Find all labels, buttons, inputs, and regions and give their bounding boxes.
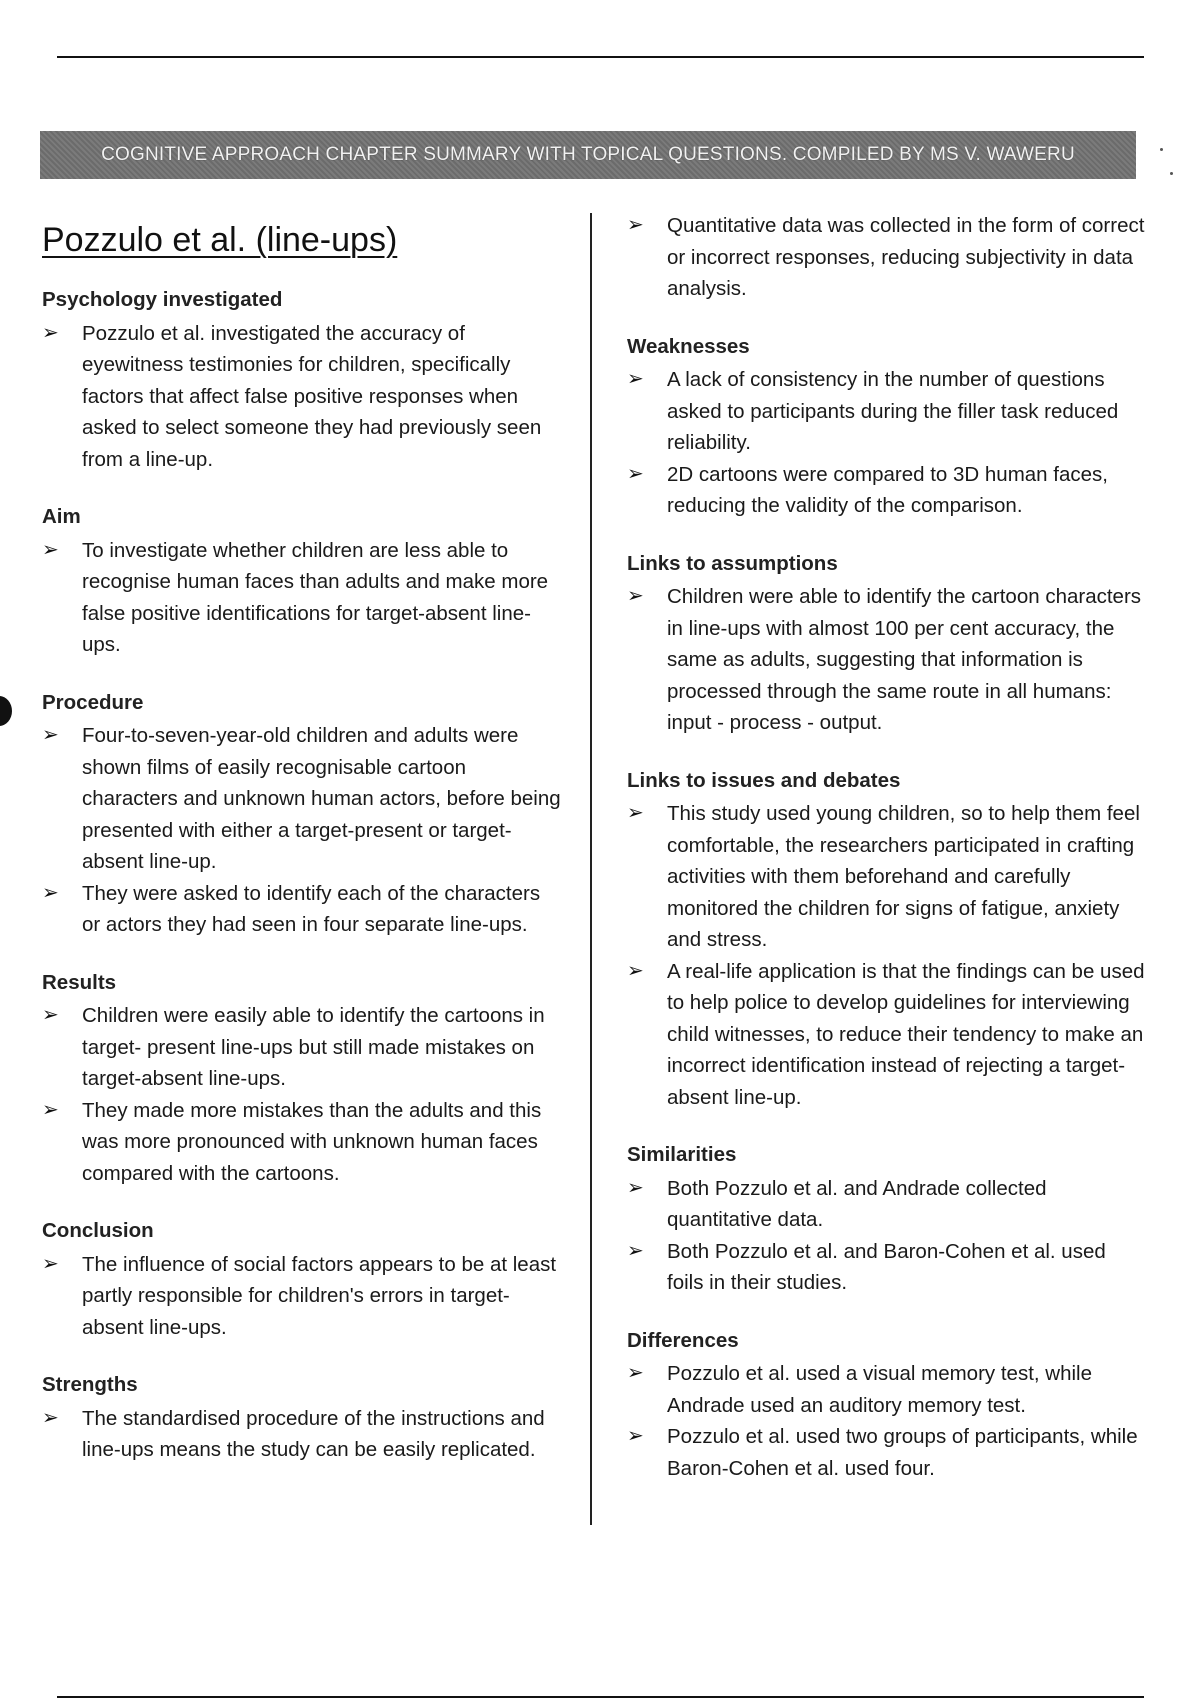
bullet-text: Four-to-seven-year-old children and adults were shown films of easily recognisable cartoon characters and unknown human actors, before being presented with either a target-present or target-absent line-up. [82, 724, 561, 873]
bullet-text: The influence of social factors appears to be at least partly responsible for children's errors in target-absent line-ups. [82, 1252, 557, 1339]
bullet-text: Pozzulo et al. used two groups of participants, while Baron-Cohen et al. used four. [667, 1425, 1138, 1480]
section-heading: Differences [627, 1328, 739, 1352]
arrow-bullet-icon: ➢ [42, 1098, 59, 1121]
bullet-item [627, 581, 1147, 739]
arrow-bullet-icon: ➢ [627, 462, 644, 485]
section-heading: Results [42, 970, 117, 994]
bullet-text: Children were easily able to identify the cartoons in target- present line-ups but still made mistakes on target-absent line-ups. [82, 1004, 545, 1090]
section-weaknesses [627, 331, 1147, 522]
arrow-bullet-icon: ➢ [627, 1239, 644, 1262]
section-heading: Links to assumptions [627, 551, 838, 575]
section-heading: Conclusion [42, 1219, 154, 1242]
header-banner: COGNITIVE APPROACH CHAPTER SUMMARY WITH TOPICAL QUESTIONS. COMPILED BY MS V. WAWERU [40, 131, 1136, 179]
bullet-item [42, 1000, 562, 1095]
bullet-item [42, 1095, 562, 1190]
bullet-list [627, 1358, 1147, 1484]
bullet-list [627, 798, 1147, 1113]
bullet-text: Both Pozzulo et al. and Baron-Cohen et al. used foils in their studies. [667, 1239, 1106, 1294]
bullet-item [42, 720, 562, 878]
arrow-bullet-icon: ➢ [42, 538, 59, 561]
bullet-item [627, 1358, 1147, 1421]
section-heading: Links to issues and debates [627, 768, 901, 792]
arrow-bullet-icon: ➢ [42, 724, 59, 746]
bullet-item [627, 210, 1147, 305]
bullet-item [42, 1249, 562, 1344]
bullet-item [42, 878, 562, 941]
arrow-bullet-icon: ➢ [627, 1176, 644, 1199]
section-heading: Psychology investigated [42, 288, 283, 311]
section-heading: Procedure [42, 690, 144, 714]
arrow-bullet-icon: ➢ [627, 1362, 644, 1384]
arrow-bullet-icon: ➢ [42, 1004, 59, 1026]
left-column [42, 210, 562, 1492]
bullet-list [627, 1173, 1147, 1299]
bullet-list [42, 720, 562, 941]
bullet-list [42, 1249, 562, 1344]
section-heading: Strengths [42, 1373, 138, 1396]
bullet-list [42, 1403, 562, 1466]
bullet-item [627, 1236, 1147, 1299]
arrow-bullet-icon: ➢ [627, 214, 644, 236]
section-differences [627, 1325, 1147, 1485]
bullet-list [42, 318, 562, 476]
bullet-text: Pozzulo et al. used a visual memory test, while Andrade used an auditory memory test. [667, 1362, 1092, 1417]
bullet-text: The standardised procedure of the instructions and line-ups means the study can be easily replicated. [82, 1406, 545, 1461]
bullet-text: Quantitative data was collected in the form of correct or incorrect responses, reducing subjectivity in data analysis. [667, 214, 1145, 300]
bullet-list [42, 1000, 562, 1189]
section-similarities [627, 1139, 1147, 1299]
bullet-item [627, 798, 1147, 956]
bullet-item [627, 956, 1147, 1114]
section-aim [42, 501, 562, 661]
bullet-list [627, 364, 1147, 522]
bullet-text: To investigate whether children are less able to recognise human faces than adults and make more false positive identifications for target-absent line-ups. [82, 538, 549, 656]
bullet-text: A real-life application is that the findings can be used to help police to develop guidelines for interviewing child witnesses, to reduce their tendency to make an incorrect identification instead of rejecting a target- absent line-up. [667, 959, 1145, 1109]
arrow-bullet-icon: ➢ [42, 1406, 59, 1429]
left-sections [42, 284, 562, 1466]
bullet-item [42, 535, 562, 661]
bullet-text: They made more mistakes than the adults and this was more pronounced with unknown human faces compared with the cartoons. [82, 1098, 542, 1185]
right-column [627, 210, 1147, 1510]
bullet-item [627, 459, 1147, 522]
bullet-text: Both Pozzulo et al. and Andrade collected quantitative data. [667, 1176, 1047, 1231]
bullet-text: 2D cartoons were compared to 3D human faces, reducing the validity of the comparison. [667, 462, 1108, 517]
section-procedure [42, 687, 562, 941]
arrow-bullet-icon: ➢ [627, 959, 644, 982]
section-heading: Aim [42, 505, 81, 528]
bullet-text: Pozzulo et al. investigated the accuracy of eyewitness testimonies for children, specifically factors that affect false positive responses when asked to select someone they had previously seen from a line-up. [82, 321, 542, 471]
column-divider [590, 213, 592, 1525]
section-links-to-issues-and-debates [627, 765, 1147, 1114]
section-results [42, 967, 562, 1190]
bullet-item [627, 1421, 1147, 1484]
section-psychology-investigated [42, 284, 562, 475]
right-sections [627, 331, 1147, 1485]
bullet-text: A lack of consistency in the number of questions asked to participants during the filler task reduced reliability. [667, 368, 1119, 454]
scan-hole-punch [0, 696, 12, 726]
section-conclusion [42, 1215, 562, 1343]
arrow-bullet-icon: ➢ [627, 802, 644, 824]
section-heading: Similarities [627, 1143, 737, 1166]
arrow-bullet-icon: ➢ [627, 585, 644, 607]
bullet-list [42, 535, 562, 661]
bullet-list [627, 210, 1147, 305]
arrow-bullet-icon: ➢ [627, 1425, 644, 1447]
scan-speck [1170, 172, 1173, 175]
bullet-item [627, 364, 1147, 459]
bullet-item [42, 318, 562, 476]
scan-speck [1160, 148, 1163, 151]
bullet-list [627, 581, 1147, 739]
section-strengths [42, 1369, 562, 1466]
bullet-text: They were asked to identify each of the characters or actors they had seen in four separate line-ups. [82, 881, 541, 936]
bullet-item [42, 1403, 562, 1466]
top-rule [57, 56, 1144, 58]
bullet-item [627, 1173, 1147, 1236]
arrow-bullet-icon: ➢ [42, 881, 59, 904]
section-heading: Weaknesses [627, 334, 750, 358]
arrow-bullet-icon: ➢ [627, 368, 644, 390]
bullet-text: Children were able to identify the cartoon characters in line-ups with almost 100 per cent accuracy, the same as adults, suggesting that information is processed through the same route in all humans: input - process - output. [667, 585, 1142, 734]
arrow-bullet-icon: ➢ [42, 1252, 59, 1275]
section-links-to-assumptions [627, 548, 1147, 739]
bottom-rule [57, 1696, 1144, 1698]
bullet-text: This study used young children, so to help them feel comfortable, the researchers participated in crafting activities with them beforehand and carefully monitored the children for signs of fatigue, anxiety and stress. [667, 802, 1140, 951]
page-title: Pozzulo et al. (line-ups) [42, 221, 398, 259]
strengths-continued [627, 210, 1147, 305]
arrow-bullet-icon: ➢ [42, 321, 59, 344]
